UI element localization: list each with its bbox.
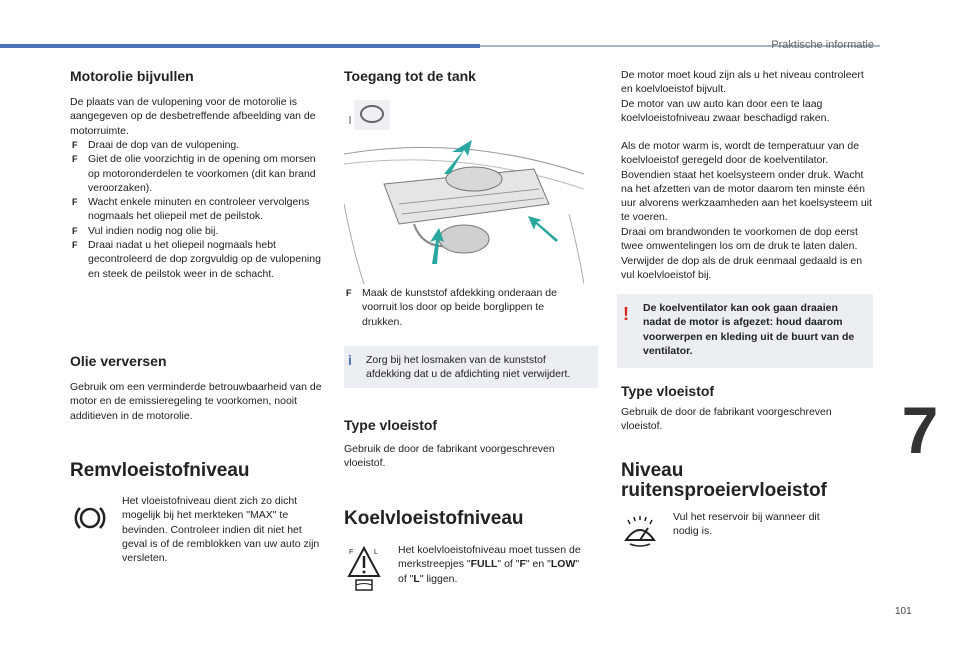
coolant-icon xyxy=(346,544,382,592)
tank-info-box xyxy=(344,346,598,388)
ruit-text: Vul het reservoir bij wanneer dit nodig is. xyxy=(673,511,820,538)
section-title: Praktische informatie xyxy=(771,39,874,51)
list-item: F Giet de olie voorzichtig in de opening om morsen op motoronderdelen te voorkomen (dit kan brand veroorzaken). xyxy=(70,152,325,195)
chapter-tab xyxy=(880,390,960,470)
tank-illustration xyxy=(344,94,584,284)
rem-text: Het vloeistofniveau dient zich zo dicht mogelijk bij het merkteken "MAX" te bevinden. Controleer indien dit niet het geval is of de remblokken van uw auto zijn versleten. xyxy=(122,495,320,565)
list-item: F Wacht enkele minuten en controleer vervolgens nogmaals het oliepeil met de peilstok. xyxy=(70,195,325,224)
col3-p1: De motor moet koud zijn als u het niveau controleert en koelvloeistof bijvult. xyxy=(621,69,864,96)
ruit-title-1: Niveau xyxy=(621,460,684,481)
type-text-2: Gebruik de door de fabrikant voorgeschreven vloeistof. xyxy=(344,443,555,470)
header-bar xyxy=(0,44,480,48)
svg-text:F: F xyxy=(349,549,354,556)
brake-fluid-icon xyxy=(72,500,108,536)
ruit-title-2: ruitensproeiervloeistof xyxy=(621,480,827,501)
svg-text:L: L xyxy=(374,549,378,556)
koel-text: Het koelvloeistofniveau moet tussen de merkstreepjes "FULL" of "F" en "LOW" of "L" liggen. xyxy=(398,544,581,585)
washer-fluid-icon xyxy=(620,514,660,550)
rem-title: Remvloeistofniveau xyxy=(70,460,250,481)
tank-info-text: Zorg bij het losmaken van de kunststof afdekking dat u de afdichting niet verwijdert. xyxy=(366,354,571,381)
olie-title: Olie verversen xyxy=(70,353,167,369)
tank-steps xyxy=(344,286,574,329)
motorolie-steps xyxy=(70,138,325,281)
motorolie-title: Motorolie bijvullen xyxy=(70,68,194,84)
motorolie-intro: De plaats van de vulopening voor de motorolie is aangegeven op de desbetreffende afbeelding van de motorruimte. xyxy=(70,96,316,137)
col3-p3: Als de motor warm is, wordt de temperatuur van de koelvloeistof geregeld door de koelventilator. Bovendien staat het koelsysteem onder druk. Wacht na het afzetten van de motor daarom ten minste één uur alvorens werkzaamheden aan het koelsysteem uit te voeren. xyxy=(621,140,872,224)
type-text-3: Gebruik de door de fabrikant voorgeschreven vloeistof. xyxy=(621,406,832,433)
page-number: 101 xyxy=(895,606,912,617)
warning-icon: ! xyxy=(623,304,629,324)
col3-p2: De motor van uw auto kan door een te laag koelvloeistofniveau zwaar beschadigd raken. xyxy=(621,98,830,125)
list-item: F Maak de kunststof afdekking onderaan de voorruit los door op beide borglippen te drukken. xyxy=(344,286,574,329)
list-item: F Vul indien nodig nog olie bij. xyxy=(70,224,325,238)
warning-box xyxy=(617,294,873,368)
type-title-2: Type vloeistof xyxy=(344,417,438,433)
olie-text: Gebruik om een verminderde betrouwbaarheid van de motor en de emissieregeling te voorkomen, nooit additieven in de motorolie. xyxy=(70,381,322,422)
warning-text: De koelventilator kan ook gaan draaien nadat de motor is afgezet: houd daarom voorwerpen en kleding uit de buurt van de ventilator. xyxy=(643,302,855,357)
info-icon: i xyxy=(348,352,352,368)
list-item: F Draai de dop van de vulopening. xyxy=(70,138,325,152)
koel-title: Koelvloeistofniveau xyxy=(344,508,524,529)
type-title-3: Type vloeistof xyxy=(621,383,715,399)
list-item: F Draai nadat u het oliepeil nogmaals hebt gecontroleerd de dop zorgvuldig op de vulopening en steek de peilstok weer in de schacht. xyxy=(70,238,325,281)
tank-title: Toegang tot de tank xyxy=(344,68,476,84)
chapter-number: 7 xyxy=(901,393,939,467)
col3-p4: Draai om brandwonden te voorkomen de dop eerst twee omwentelingen los om de druk te laten dalen. Verwijder de dop als de druk eenmaal gedaald is en vul koelvloeistof bij. xyxy=(621,226,863,281)
steering-wheel-icon xyxy=(350,100,390,130)
